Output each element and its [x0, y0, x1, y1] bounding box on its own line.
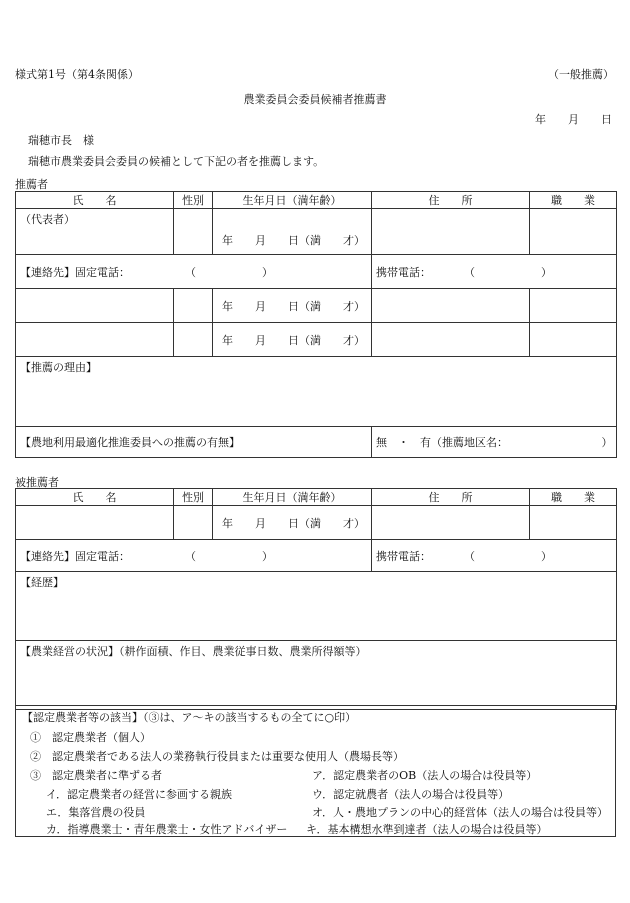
header-name: 氏 名 — [16, 489, 174, 506]
intro-text: 瑞穂市農業委員会委員の候補として下記の者を推薦します。 — [28, 155, 325, 168]
qualification-item-3[interactable]: ③ 認定農業者に準ずる者 — [30, 769, 162, 782]
header-dob: 生年月日（満年齢） — [213, 489, 372, 506]
name-field[interactable] — [16, 506, 174, 540]
sex-field[interactable] — [174, 506, 213, 540]
occupation-field[interactable] — [530, 506, 617, 540]
mobile-phone-field[interactable]: 携帯電話： （ ） — [372, 540, 617, 572]
reason-row — [16, 357, 617, 427]
address-field[interactable] — [372, 289, 530, 323]
category-label: （一般推薦） — [548, 68, 614, 81]
qualification-item-1[interactable]: ① 認定農業者（個人） — [30, 731, 151, 744]
representative-label: （代表者） — [20, 213, 75, 226]
address-field[interactable] — [372, 209, 530, 255]
address-field[interactable] — [372, 323, 530, 357]
nominee-table — [15, 488, 617, 710]
table-row — [16, 323, 617, 357]
header-address: 住 所 — [372, 489, 530, 506]
fixed-phone-field[interactable]: 【連絡先】固定電話： （ ） — [16, 255, 372, 289]
occupation-field[interactable] — [530, 209, 617, 255]
qualification-option-u[interactable]: ウ．認定就農者（法人の場合は役員等） — [312, 788, 510, 801]
qualification-option-i[interactable]: イ．認定農業者の経営に参画する親族 — [46, 788, 233, 801]
dob-field[interactable]: 年 月 日（満 才） — [213, 209, 372, 255]
header-occupation: 職 業 — [530, 489, 617, 506]
promotion-choice[interactable]: 無 ・ 有（推薦地区名： ） — [372, 427, 617, 458]
name-field[interactable] — [16, 209, 174, 255]
career-row — [16, 572, 617, 641]
sex-field[interactable] — [174, 289, 213, 323]
table-row — [16, 209, 617, 255]
form-number: 様式第1号（第4条関係） — [15, 68, 139, 81]
header-sex: 性別 — [174, 489, 213, 506]
addressee: 瑞穂市長 様 — [28, 134, 94, 147]
qualification-box — [15, 705, 616, 837]
occupation-field[interactable] — [530, 323, 617, 357]
table-row — [16, 506, 617, 540]
farming-row — [16, 641, 617, 710]
name-field[interactable] — [16, 289, 174, 323]
header-address: 住 所 — [372, 192, 530, 209]
address-field[interactable] — [372, 506, 530, 540]
sex-field[interactable] — [174, 209, 213, 255]
header-dob: 生年月日（満年齢） — [213, 192, 372, 209]
page-title: 農業委員会委員候補者推薦書 — [243, 93, 387, 106]
dob-field[interactable]: 年 月 日（満 才） — [213, 323, 372, 357]
promotion-row — [16, 427, 617, 458]
dob-field[interactable]: 年 月 日（満 才） — [213, 506, 372, 540]
qualification-title: 【認定農業者等の該当】（③は、ア～キの該当するもの全てに○印） — [22, 711, 357, 724]
nominee-section-label: 被推薦者 — [15, 476, 59, 489]
fixed-phone-field[interactable]: 【連絡先】固定電話： （ ） — [16, 540, 372, 572]
name-field[interactable] — [16, 323, 174, 357]
occupation-field[interactable] — [530, 289, 617, 323]
header-occupation: 職 業 — [530, 192, 617, 209]
table-header-row — [16, 489, 617, 506]
header-name: 氏 名 — [16, 192, 174, 209]
qualification-option-o[interactable]: オ．人・農地プランの中心的経営体（法人の場合は役員等） — [312, 806, 609, 819]
farming-status-field[interactable]: 【農業経営の状況】（耕作面積、作目、農業従事日数、農業所得額等） — [16, 641, 617, 710]
contact-row — [16, 255, 617, 289]
table-row — [16, 289, 617, 323]
qualification-option-e[interactable]: エ．集落営農の役員 — [46, 806, 146, 819]
qualification-option-ki[interactable]: キ．基本構想水準到達者（法人の場合は役員等） — [306, 823, 548, 836]
promotion-label: 【農地利用最適化推進委員への推薦の有無】 — [16, 427, 372, 458]
recommender-table — [15, 191, 617, 458]
sex-field[interactable] — [174, 323, 213, 357]
contact-row — [16, 540, 617, 572]
qualification-option-a[interactable]: ア．認定農業者のOB（法人の場合は役員等） — [312, 769, 538, 782]
career-field[interactable]: 【経歴】 — [16, 572, 617, 641]
qualification-item-2[interactable]: ② 認定農業者である法人の業務執行役員または重要な使用人（農場長等） — [30, 750, 404, 763]
header-sex: 性別 — [174, 192, 213, 209]
table-header-row — [16, 192, 617, 209]
reason-field[interactable]: 【推薦の理由】 — [16, 357, 617, 427]
date-line: 年 月 日 — [535, 113, 612, 126]
dob-field[interactable]: 年 月 日（満 才） — [213, 289, 372, 323]
recommender-section-label: 推薦者 — [15, 178, 48, 191]
qualification-option-ka[interactable]: カ．指導農業士・青年農業士・女性アドバイザー — [46, 823, 288, 836]
mobile-phone-field[interactable]: 携帯電話： （ ） — [372, 255, 617, 289]
